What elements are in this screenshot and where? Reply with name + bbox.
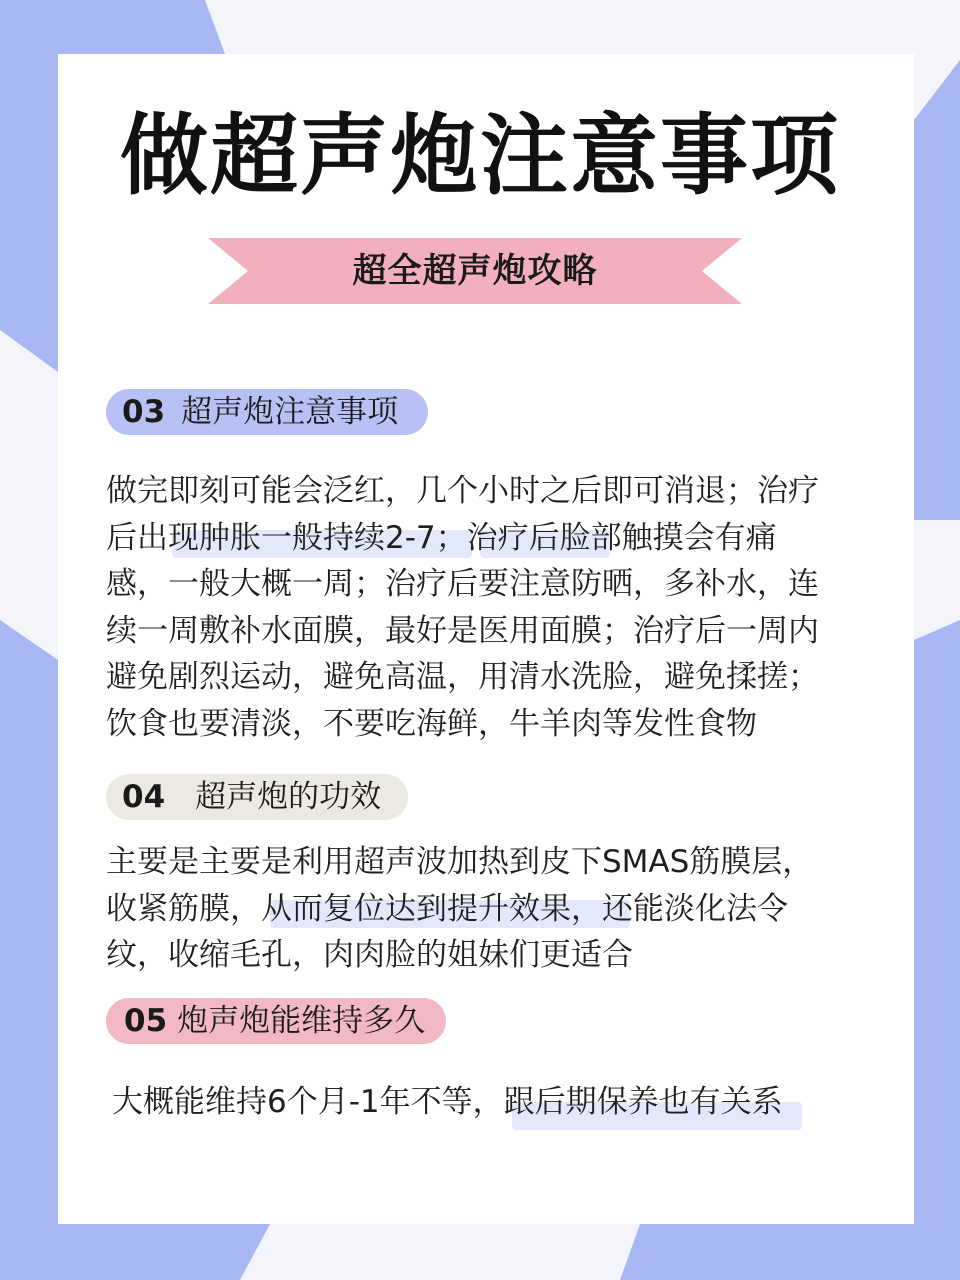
section-number: 05 (124, 1003, 168, 1039)
subtitle-ribbon (208, 238, 742, 304)
section-heading: 超声炮注意事项 (181, 394, 399, 430)
page-title: 做超声炮注意事项 (119, 104, 840, 207)
text-line: 收紧筋膜，从而复位达到提升效果，还能淡化法令 (106, 890, 788, 927)
text-line: 纹，收缩毛孔，肉肉脸的姐妹们更适合 (106, 937, 633, 973)
section-05-badge (106, 998, 446, 1044)
text-line: 感，一般大概一周；治疗后要注意防晒，多补水，连 (106, 566, 819, 602)
subtitle: 超全超声炮攻略 (352, 251, 598, 291)
section-04-text (106, 839, 866, 979)
section-heading: 炮声炮能维持多久 (177, 1003, 426, 1039)
section-03-text (106, 468, 866, 747)
text-line: 续一周敷补水面膜，最好是医用面膜；治疗后一周内 (106, 612, 819, 649)
section-number: 03 (122, 394, 166, 430)
section-heading: 超声炮的功效 (195, 779, 382, 815)
section-04-badge (106, 774, 408, 820)
text-line: 做完即刻可能会泛红，几个小时之后即可消退；治疗 (106, 473, 819, 509)
text-line: 避免剧烈运动，避免高温，用清水洗脸，避免揉搓； (106, 659, 819, 695)
section-03-badge (106, 389, 428, 435)
text-line: 大概能维持6个月-1年不等，跟后期保养也有关系 (112, 1084, 783, 1120)
text-line: 后出现肿胀一般持续2-7；治疗后脸部触摸会有痛 (106, 519, 777, 556)
section-number: 04 (122, 779, 166, 815)
text-line: 饮食也要清淡，不要吃海鲜，牛羊肉等发性食物 (106, 705, 757, 742)
section-05-text (112, 1079, 872, 1126)
text-line: 主要是主要是利用超声波加热到皮下SMAS筋膜层， (106, 844, 814, 880)
